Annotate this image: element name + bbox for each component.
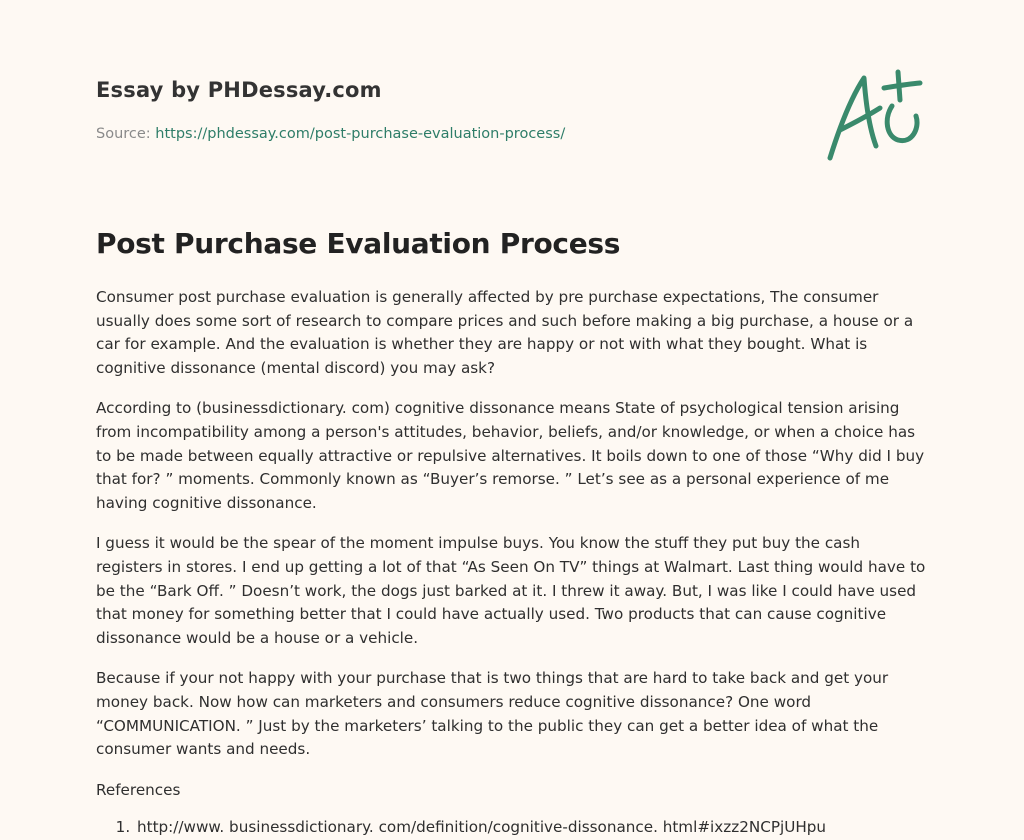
source-line <box>96 124 796 144</box>
article-paragraph: Consumer post purchase evaluation is generally affected by pre purchase expectations, The consumer usually does some sort of research to compare prices and such before making a big purchase, a house or a car for example. And the evaluation is whether they are happy or not with what they bought. What is cognitive dissonance (mental discord) you may ask? <box>96 288 914 377</box>
article-paragraph: Because if your not happy with your purchase that is two things that are hard to take back and get your money back. Now how can marketers and consumers reduce cognitive dissonance? One word “COMMUNICATION. ” Just by the marketers’ talking to the public they can get a better idea of what the consumer wants and needs. <box>96 669 889 759</box>
source-link[interactable]: https://phdessay.com/post-purchase-evaluation-process/ <box>155 126 566 142</box>
source-label: Source: <box>96 126 156 142</box>
references-heading: References <box>96 780 181 799</box>
reference-item: 1. http://www. businessdictionary. com/definition/cognitive-dissonance. html#ixzz2NCPjUHpu <box>135 816 928 840</box>
references-list <box>96 816 928 840</box>
article <box>96 222 928 840</box>
article-paragraph: I guess it would be the spear of the moment impulse buys. You know the stuff they put buy the cash registers in stores. I end up getting a lot of that “As Seen On TV” things at Walmart. Last thing would have to be the “Bark Off. ” Doesn’t work, the dogs just barked at it. I threw it away. But, I was like I could have used that money for something better that I could have actually used. Two products that can cause cognitive dissonance would be a house or a vehicle. <box>96 534 926 647</box>
a-plus-grade-icon <box>820 66 930 166</box>
article-paragraph: According to (businessdictionary. com) cognitive dissonance means State of psychological tension arising from incompatibility among a person's attitudes, behavior, beliefs, and/or knowledge, or when a choice has to be made between equally attractive or repulsive alternatives. It boils down to one of those “Why did I buy that for? ” moments. Commonly known as “Buyer’s remorse. ” Let’s see as a personal experience of me having cognitive dissonance. <box>96 399 925 512</box>
article-title: Post Purchase Evaluation Process <box>96 227 621 260</box>
site-title: Essay by PHDessay.com <box>96 78 382 102</box>
page-header <box>96 76 796 144</box>
